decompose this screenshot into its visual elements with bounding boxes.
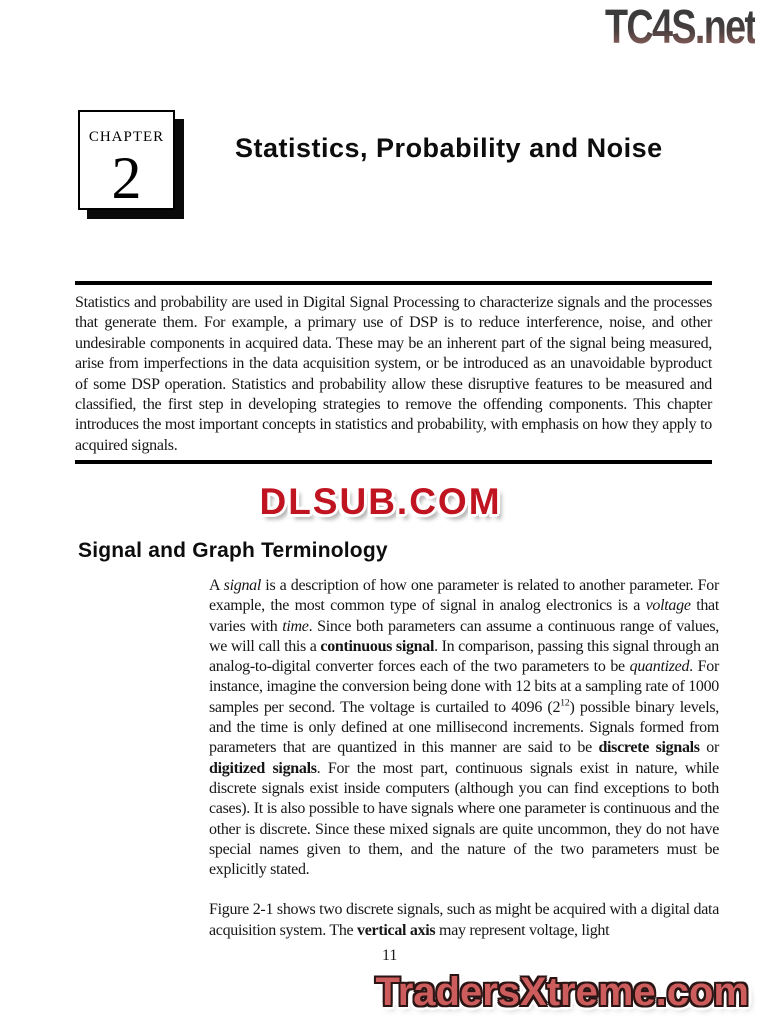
watermark-tradersxtreme: TradersXtreme.com — [375, 970, 749, 1014]
paragraph-signal-terminology: A signal is a description of how one parameter is related to another parameter. For example, the most common type of signal in analog electronics is a voltage that varies with time. Since both parameters can assume a continuous range of values, we will call this a continuous signal. In comparison, passing this signal through an analog-to-digital converter forces each of the two parameters to be quantized. For instance, imagine the conversion being done with 12 bits at a sampling rate of 1000 samples per second. The voltage is curtailed to 4096 $(2^{12})$ possible binary levels, and the time is only defined at one millisecond increments. Signals formed from parameters that are quantized in this manner are said to be discrete signals or digitized signals. For the most part, continuous signals exist in nature, while discrete signals exist inside computers (although you can find exceptions to both cases). It is also possible to have signals where one parameter is continuous and the other is discrete. Since these mixed signals are quite uncommon, they do not have special names given to them, and the nature of the two parameters must be explicitly stated. — [209, 577, 720, 879]
chapter-title: Statistics, Probability and Noise — [235, 133, 663, 163]
watermark-dlsub: DLSUB.COM — [259, 481, 502, 522]
section-body — [209, 576, 719, 941]
paragraph-figure-reference: Figure 2-1 shows two discrete signals, such as might be acquired with a digital data acquisition system. The vertical axis may represent voltage, light — [209, 901, 719, 939]
watermark-tc4s: TC4S.net — [604, 0, 755, 54]
chapter-number: 2 — [111, 145, 142, 211]
page-number: 11 — [382, 947, 398, 964]
section-heading: Signal and Graph Terminology — [78, 539, 388, 562]
chapter-label: CHAPTER — [88, 129, 165, 145]
top-divider-rule — [75, 281, 712, 285]
chapter-box — [78, 110, 175, 210]
bottom-divider-rule — [75, 460, 712, 464]
intro-paragraph: Statistics and probability are used in Digital Signal Processing to characterize signals and the processes that generate them. For example, a primary use of DSP is to reduce interference, noise, and other undesirable components in acquired data. These may be an inherent part of the signal being measured, arise from imperfections in the data acquisition system, or be introduced as an unavoidable byproduct of some DSP operation. Statistics and probability allow these disruptive features to be measured and classified, the first step in developing strategies to remove the offending components. This chapter introduces the most important concepts in statistics and probability, with emphasis on how they apply to acquired signals. — [75, 294, 712, 454]
